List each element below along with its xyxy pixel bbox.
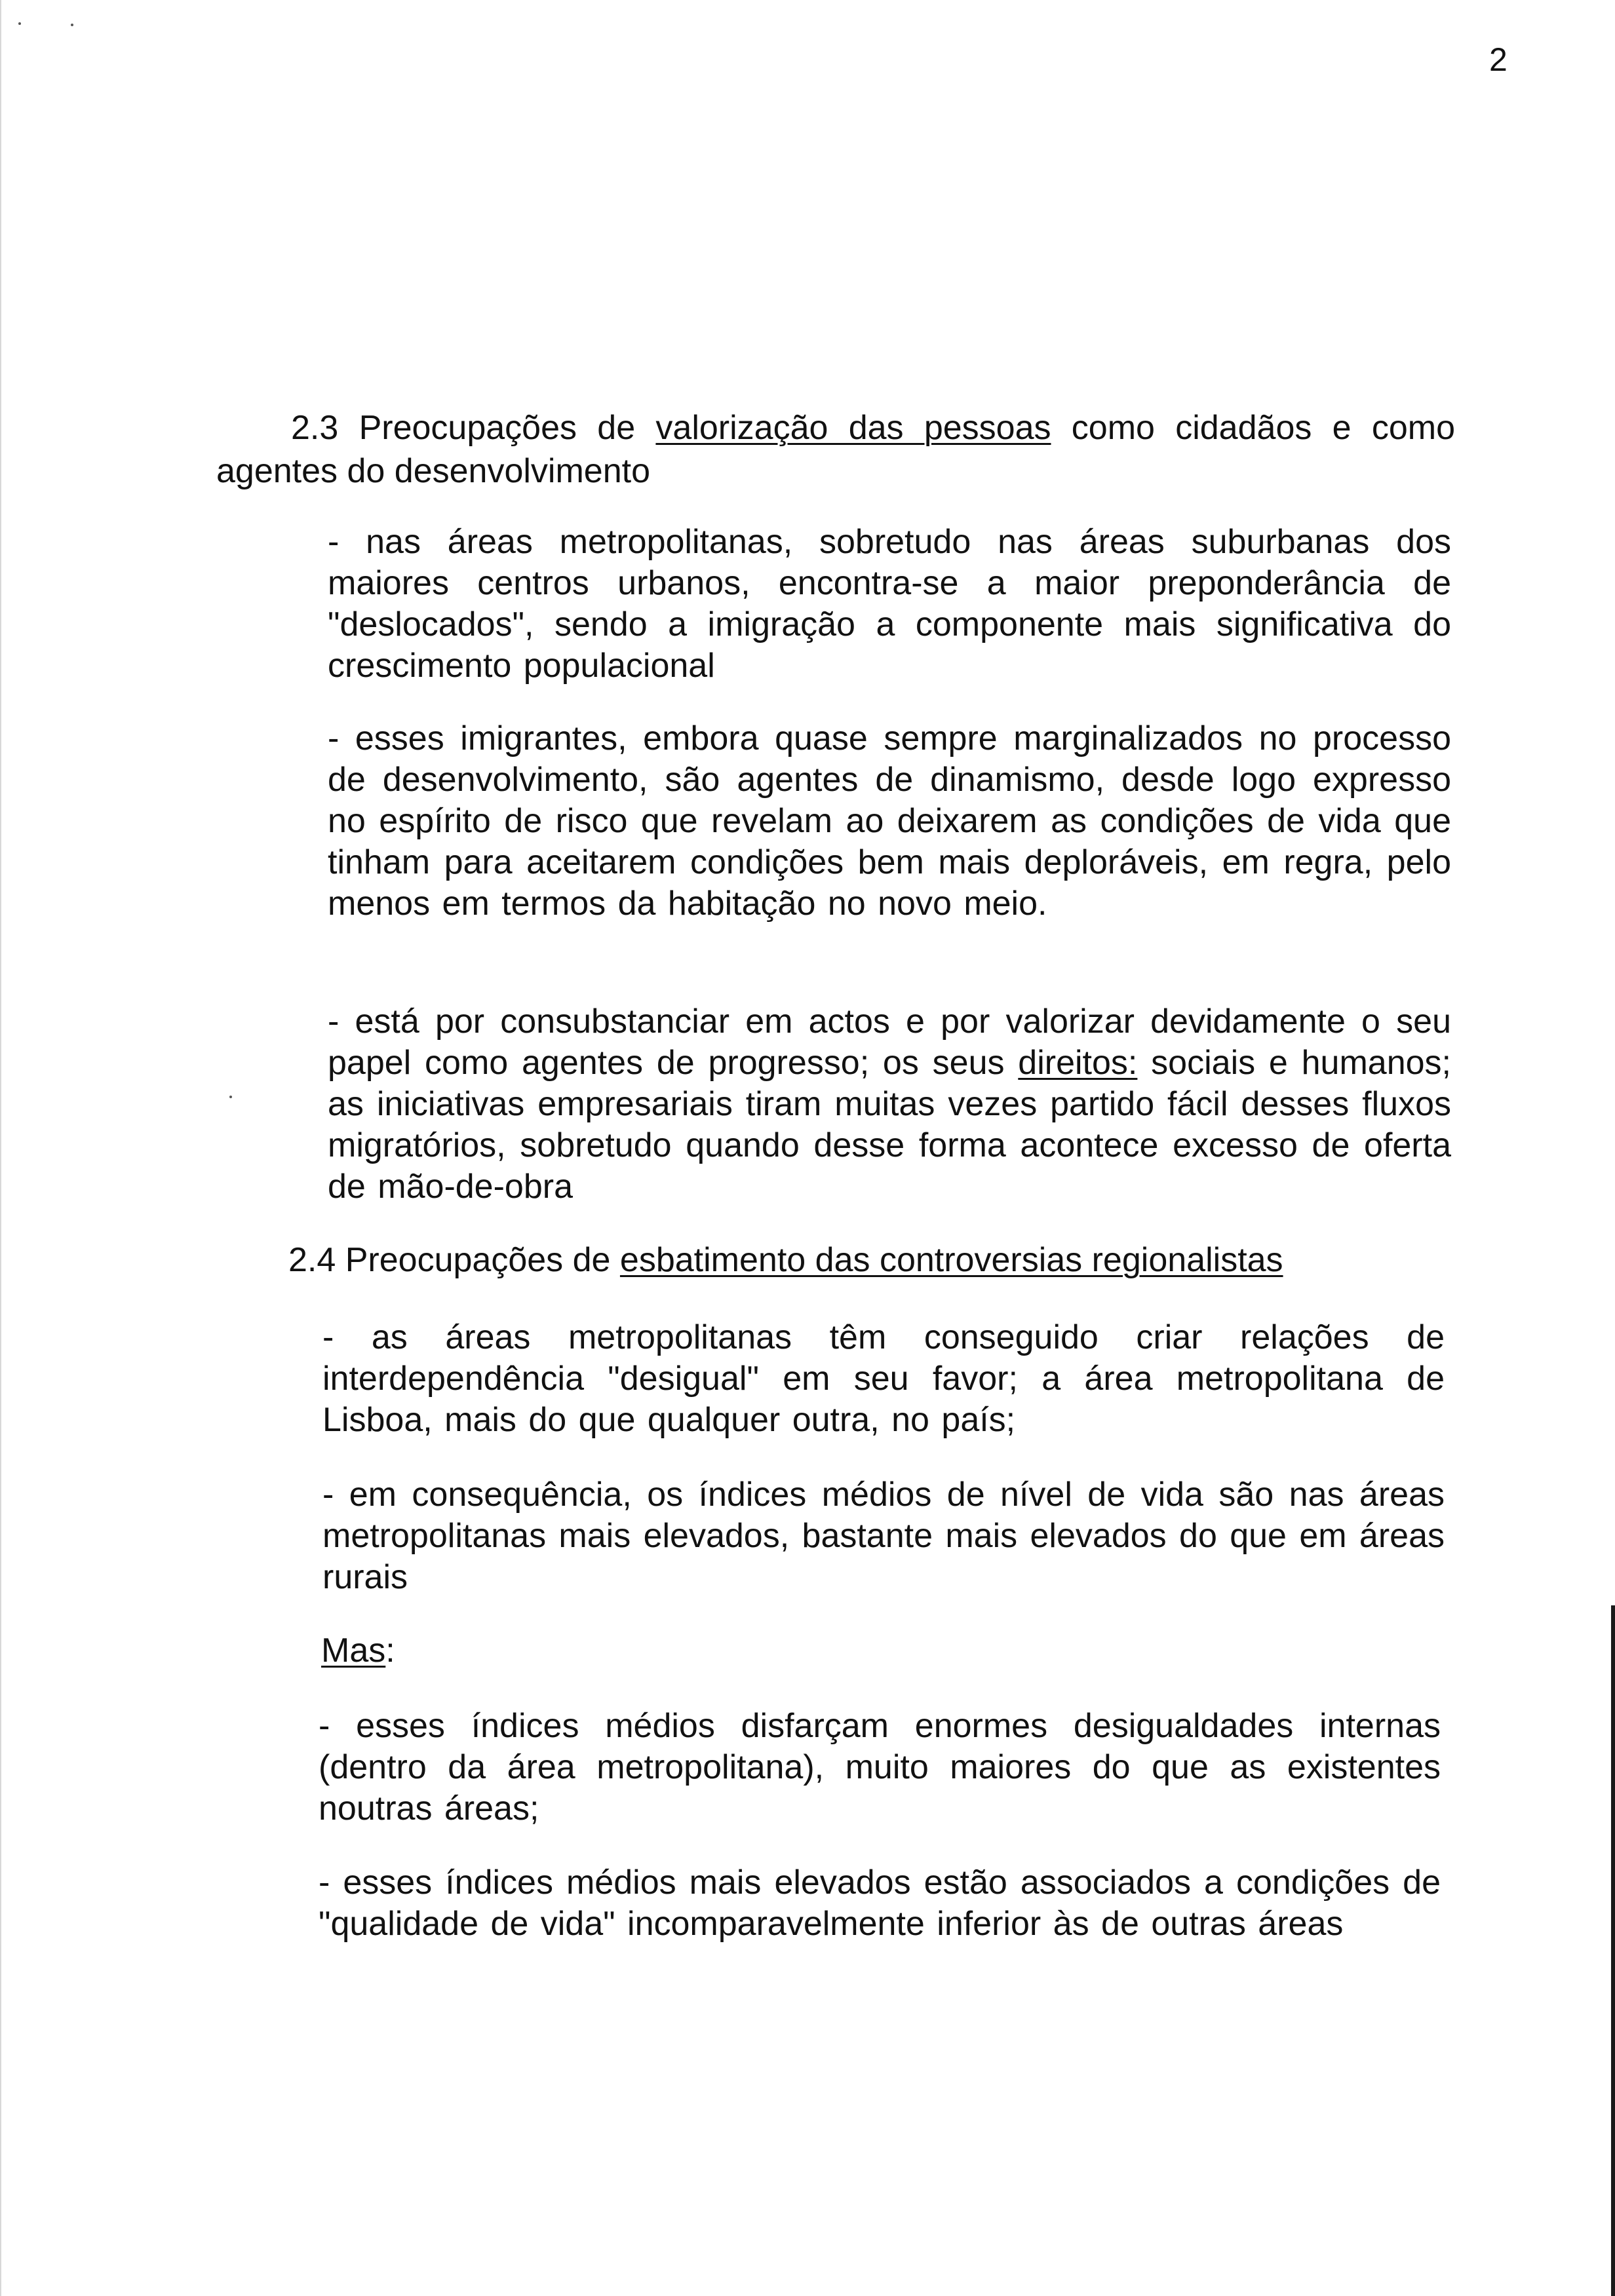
scan-speck	[71, 24, 73, 26]
item-3-underlined: direitos:	[1018, 1044, 1138, 1082]
scan-left-edge	[0, 0, 1, 2296]
paragraph-2-3-item-1: - nas áreas metropolitanas, sobretudo nas áreas suburbanas dos maiores centros urbanos, encontra-se a maior preponderância de "deslocados", sendo a imigração a componente mais significativa do crescimento populacional	[328, 523, 1451, 685]
section-2-4-lead: 2.4 Preocupações de	[288, 1241, 620, 1279]
page-number: 2	[1489, 41, 1508, 78]
paragraph-2-3-item-2: - esses imigrantes, embora quase sempre marginalizados no processo de desenvolvimento, são agentes de dinamismo, desde logo expresso no espírito de risco que revelam ao deixarem as condições de vida que tinham para aceitarem condições bem mais deploráveis, em regra, pelo menos em termos da habitação no novo meio.	[328, 719, 1451, 923]
section-2-3-heading	[216, 406, 1455, 493]
section-2-3-underlined: valorização das pessoas	[655, 409, 1051, 447]
scan-right-edge	[1611, 1605, 1615, 2296]
paragraph-after-mas-2: - esses índices médios mais elevados estão associados a condições de "qualidade de vida" incomparavelmente inferior às de outras áreas	[319, 1864, 1441, 1943]
scan-speck	[229, 1096, 232, 1098]
paragraph-2-4-item-1: - as áreas metropolitanas têm conseguido criar relações de interdependência "desigual" em seu favor; a área metropolitana de Lisboa, mais do que qualquer outra, no país;	[322, 1318, 1445, 1439]
mas-label	[321, 1630, 395, 1672]
scan-speck	[18, 22, 21, 25]
mas-word: Mas	[321, 1632, 386, 1670]
section-2-4-heading	[288, 1238, 1455, 1282]
section-2-4-underlined: esbatimento das controversias regionalistas	[619, 1241, 1283, 1279]
item-3-before: - está por consubstanciar em actos e por valorizar devidamente o seu papel como agentes de progresso; os seus	[328, 1003, 1451, 1082]
paragraph-after-mas-1: - esses índices médios disfarçam enormes desigualdades internas (dentro da área metropolitana), muito maiores do que as existentes noutras áreas;	[319, 1707, 1441, 1827]
mas-colon: :	[385, 1632, 395, 1670]
paragraph-2-4-item-2: - em consequência, os índices médios de nível de vida são nas áreas metropolitanas mais elevados, bastante mais elevados do que em áreas rurais	[322, 1476, 1445, 1596]
paragraph-2-3-item-3	[328, 1001, 1451, 1208]
section-2-3-trail: como cidadãos e como agentes do desenvolvimento	[216, 409, 1455, 490]
item-3-after: sociais e humanos; as iniciativas empresariais tiram muitas vezes partido fácil desses fluxos migratórios, sobretudo quando desse forma acontece excesso de oferta de mão-de-obra	[328, 1044, 1451, 1206]
section-2-3-lead: 2.3 Preocupações de	[291, 409, 656, 447]
